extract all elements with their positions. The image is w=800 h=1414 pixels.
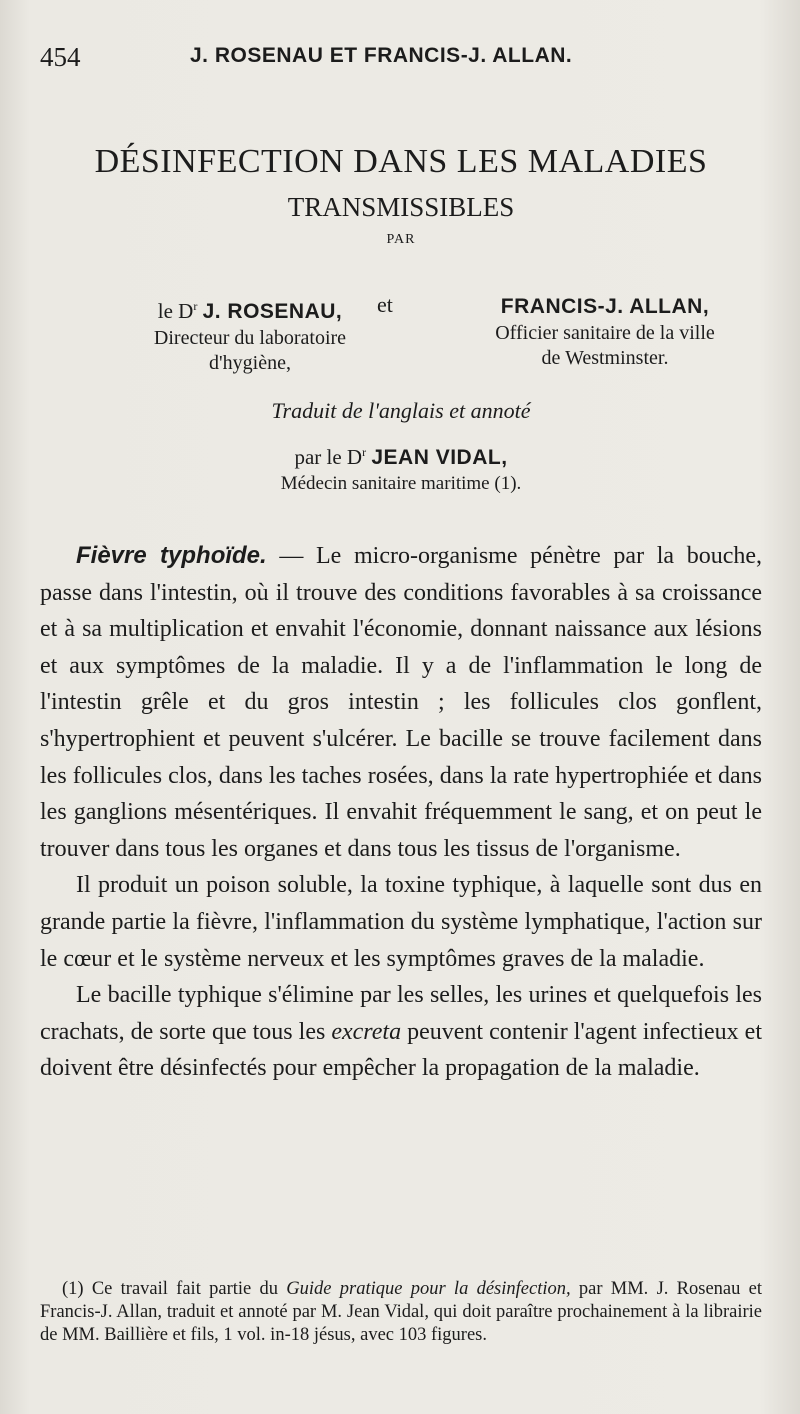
running-title: J. ROSENAU ET FRANCIS-J. ALLAN.: [190, 44, 573, 67]
author-role: d'hygiène,: [209, 352, 291, 374]
translator-name: JEAN VIDAL,: [371, 446, 508, 469]
author-prefix: le D: [157, 299, 194, 323]
translation-note: Traduit de l'anglais et annoté: [271, 398, 531, 423]
paragraph-text: peuvent contenir l'agent infectieux et doivent être désinfectés pour empêcher la propagation de la maladie.: [40, 1018, 763, 1082]
paragraph: [40, 977, 762, 1087]
footnote: [40, 1278, 762, 1347]
article-title-continued: TRANSMISSIBLES: [287, 192, 515, 222]
title-block: [40, 140, 762, 248]
paragraph: Il produit un poison soluble, la toxine typhique, à laquelle sont dus en grande partie la fièvre, l'inflammation du système lymphatique, l'action sur le cœur et le système nerveux et les symptômes graves de la maladie.: [40, 872, 762, 972]
page-number: 454: [40, 42, 81, 72]
by-line: PAR: [386, 232, 416, 247]
author-prefix-sup: r: [193, 299, 198, 313]
translator-prefix: par le D: [294, 445, 363, 469]
paragraph: [40, 538, 762, 867]
footnote-book-title: Guide pratique pour la désinfection,: [286, 1279, 571, 1299]
section-heading: Fièvre typhoïde.: [76, 542, 267, 569]
article-title: DÉSINFECTION DANS LES MALADIES: [94, 143, 708, 180]
author-name: FRANCIS-J. ALLAN,: [500, 295, 710, 318]
translator-block: [40, 396, 762, 496]
authors: [40, 292, 762, 382]
footnote-text: par MM. J. Rosenau et Francis-J. Allan, traduit et annoté par M. Jean Vidal, qui doit paraître prochainement à la librairie de MM. Baillière et fils, 1 vol. in-18 jésus, avec 103 figures.: [40, 1279, 762, 1345]
author-rosenau: [100, 292, 400, 376]
author-conjunction: et: [377, 292, 393, 317]
paragraph-text: — Le micro-organisme pénètre par la bouche, passe dans l'intestin, où il trouve des conditions favorables à sa croissance et à sa multiplication et envahit l'économie, donnant naissance aux lésions et aux symptômes de la maladie. Il y a de l'inflammation le long de l'intestin grêle et du gros intestin ; les follicules clos gonflent, s'hypertrophient et peuvent s'ulcérer. Le bacille se trouve facilement dans les follicules clos, dans les taches rosées, dans la rate hypertrophiée et dans les ganglions mésentériques. Il envahit fréquemment le sang, et on peut le trouver dans tous les organes et dans tous les tissus de l'organisme.: [40, 543, 762, 862]
author-allan: [440, 292, 770, 371]
translator-prefix-sup: r: [362, 445, 367, 459]
running-head: [40, 42, 762, 74]
author-role: Officier sanitaire de la ville: [495, 322, 715, 344]
translator-role: Médecin sanitaire maritime (1).: [280, 473, 522, 494]
author-role: Directeur du laboratoire: [153, 327, 347, 349]
paragraph-text: Le bacille typhique s'élimine par les selles, les urines et quelquefois les crachats, de sorte que tous les: [40, 982, 762, 1045]
italic-term: excreta: [331, 1018, 402, 1045]
author-role: de Westminster.: [541, 347, 669, 369]
author-name: J. ROSENAU,: [202, 300, 343, 323]
footnote-text: (1) Ce travail fait partie du: [62, 1279, 287, 1299]
article-body: [40, 538, 762, 1087]
